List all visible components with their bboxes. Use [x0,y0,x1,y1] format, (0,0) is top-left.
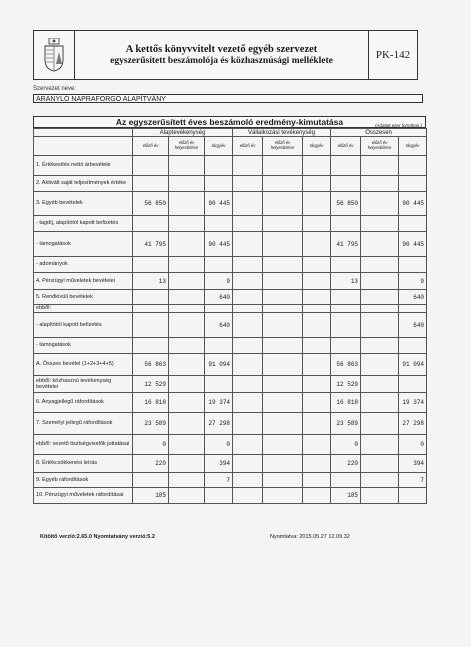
value-cell: 9 [205,273,233,290]
value-cell [263,413,303,435]
value-cell [169,455,205,473]
value-cell [169,338,205,354]
value-cell [263,290,303,305]
value-cell [133,257,169,273]
table-row [34,455,427,473]
value-cell [233,393,263,413]
table-row [34,435,427,455]
value-cell [331,305,361,313]
value-cell [331,473,361,488]
value-cell [169,273,205,290]
income-statement-table [33,128,427,504]
value-cell [399,156,427,176]
value-cell [399,338,427,354]
value-cell [233,313,263,338]
value-cell [205,338,233,354]
group-header: Összesen [331,129,427,137]
column-header: tárgyév [303,137,331,156]
value-cell [205,376,233,393]
value-cell: 640 [205,290,233,305]
value-cell [361,435,399,455]
hungarian-coat-of-arms-icon [34,31,75,79]
value-cell [303,393,331,413]
group-header-row [34,129,427,137]
value-cell [133,313,169,338]
table-row [34,413,427,435]
value-cell [205,156,233,176]
group-header: Alaptevékenység [133,129,233,137]
table-row [34,232,427,257]
value-cell [331,216,361,232]
row-label: - támogatások [34,232,133,257]
value-cell [263,393,303,413]
value-cell [303,376,331,393]
value-cell [303,257,331,273]
table-row [34,257,427,273]
value-cell [263,176,303,192]
value-cell [205,176,233,192]
value-cell [169,305,205,313]
value-cell: 13 [331,273,361,290]
value-cell [263,435,303,455]
row-label: - támogatások [34,338,133,354]
value-cell: 220 [331,455,361,473]
value-cell [233,455,263,473]
row-label: 8. Értékcsökkenési leírás [34,455,133,473]
column-header: előző év helyesbítése [263,137,303,156]
value-cell: 91 094 [205,354,233,376]
value-cell: 27 298 [205,413,233,435]
value-cell: 91 094 [399,354,427,376]
row-label: 7. Személyi jellegű ráfordítások [34,413,133,435]
value-cell: 23 589 [133,413,169,435]
value-cell [263,273,303,290]
value-cell [169,473,205,488]
value-cell [133,290,169,305]
value-cell [331,156,361,176]
value-cell [361,232,399,257]
value-cell [169,156,205,176]
form-code: PK-142 [375,49,411,61]
value-cell [263,338,303,354]
value-cell: 19 374 [205,393,233,413]
value-cell [169,257,205,273]
value-cell [233,216,263,232]
value-cell: 90 445 [399,232,427,257]
value-cell [303,273,331,290]
value-cell: 90 445 [399,192,427,216]
table-row [34,354,427,376]
value-cell [263,257,303,273]
value-cell [331,257,361,273]
value-cell [169,216,205,232]
value-cell: 220 [133,455,169,473]
value-cell [303,216,331,232]
value-cell [303,305,331,313]
value-cell [361,176,399,192]
value-cell [361,257,399,273]
value-cell [205,257,233,273]
report-title-text: Az egyszerűsített éves beszámoló eredmény-kimutatása [115,117,344,127]
value-cell [361,376,399,393]
column-header: előző év [331,137,361,156]
value-cell [303,176,331,192]
value-cell [263,216,303,232]
value-cell [263,232,303,257]
form-header [33,30,418,80]
value-cell [169,413,205,435]
value-cell [233,413,263,435]
value-cell: 185 [331,488,361,504]
value-cell: 16 818 [133,393,169,413]
value-cell: 56 850 [133,192,169,216]
subheader-row [34,137,427,156]
value-cell [233,354,263,376]
column-header: előző év [233,137,263,156]
unit-note: (Adatok ezer forintban.) [374,123,422,128]
row-label: 1. Értékesítés nettó árbevétele [34,156,133,176]
column-header: tárgyév [399,137,427,156]
value-cell [361,156,399,176]
value-cell: 640 [205,313,233,338]
report-title [33,116,426,128]
table-row [34,473,427,488]
value-cell: 23 589 [331,413,361,435]
value-cell [331,313,361,338]
value-cell [169,435,205,455]
table-row [34,376,427,393]
column-header: előző év helyesbítése [361,137,399,156]
value-cell [361,313,399,338]
value-cell [361,273,399,290]
table-row [34,313,427,338]
value-cell [133,473,169,488]
value-cell [233,376,263,393]
value-cell [303,455,331,473]
value-cell [233,232,263,257]
table-row [34,393,427,413]
row-label: 6. Anyagjellegű ráfordítások [34,393,133,413]
value-cell: 394 [205,455,233,473]
value-cell [233,192,263,216]
value-cell: 90 445 [205,232,233,257]
value-cell [263,156,303,176]
value-cell [399,305,427,313]
value-cell [169,393,205,413]
value-cell: 0 [133,435,169,455]
value-cell: 56 863 [133,354,169,376]
value-cell: 41 795 [133,232,169,257]
table-row [34,216,427,232]
value-cell [169,488,205,504]
row-label: 5. Rendkívüli bevételek [34,290,133,305]
row-label: 10. Pénzügyi műveletek ráfordításai [34,488,133,504]
value-cell [399,257,427,273]
value-cell [263,192,303,216]
table-row [34,273,427,290]
value-cell [361,393,399,413]
value-cell [263,455,303,473]
row-label: 3. Egyéb bevételek [34,192,133,216]
value-cell [233,290,263,305]
value-cell [233,488,263,504]
value-cell: 16 818 [331,393,361,413]
value-cell [361,192,399,216]
value-cell [303,413,331,435]
value-cell [263,305,303,313]
organization-name: ARANYLÓ NAPRAFORGÓ ALAPÍTVÁNY [33,94,423,103]
value-cell [361,473,399,488]
value-cell [361,290,399,305]
table-row [34,156,427,176]
value-cell [361,305,399,313]
value-cell [303,192,331,216]
value-cell [169,376,205,393]
value-cell: 0 [331,435,361,455]
value-cell [233,338,263,354]
value-cell [205,216,233,232]
value-cell [169,290,205,305]
value-cell [169,354,205,376]
value-cell [361,216,399,232]
column-header: tárgyév [205,137,233,156]
value-cell: 12 529 [331,376,361,393]
value-cell [303,354,331,376]
value-cell [233,156,263,176]
form-title [75,31,369,79]
form-title-line2: egyszerűsített beszámolója és közhasznúsági melléklete [110,55,333,66]
value-cell: 41 795 [331,232,361,257]
value-cell [233,305,263,313]
value-cell: 0 [205,435,233,455]
value-cell [399,488,427,504]
row-label: ebből: vezető tisztségviselők juttatásai [34,435,133,455]
value-cell [133,305,169,313]
blank-corner [34,137,133,156]
value-cell [303,473,331,488]
row-label: 9. Egyéb ráfordítások [34,473,133,488]
value-cell [133,156,169,176]
value-cell [331,338,361,354]
value-cell [361,413,399,435]
value-cell [133,176,169,192]
value-cell [205,305,233,313]
value-cell [233,257,263,273]
value-cell: 394 [399,455,427,473]
organization-label: Szervezet neve: [33,86,77,92]
value-cell [399,376,427,393]
value-cell: 56 850 [331,192,361,216]
row-label: - alapítótól kapott befizetés [34,313,133,338]
value-cell [263,376,303,393]
table-row [34,338,427,354]
value-cell: 7 [399,473,427,488]
value-cell [331,290,361,305]
value-cell [133,216,169,232]
value-cell [361,354,399,376]
value-cell [233,273,263,290]
value-cell: 19 374 [399,393,427,413]
value-cell: 9 [399,273,427,290]
form-title-line1: A kettős könyvvitelt vezető egyéb szervezet [125,43,318,55]
value-cell [205,488,233,504]
value-cell [303,156,331,176]
value-cell: 0 [399,435,427,455]
value-cell: 27 298 [399,413,427,435]
value-cell [263,488,303,504]
row-label: 4. Pénzügyi műveletek bevételei [34,273,133,290]
value-cell: 7 [205,473,233,488]
table-row [34,488,427,504]
column-header: előző év helyesbítése [169,137,205,156]
value-cell [303,290,331,305]
value-cell: 56 863 [331,354,361,376]
value-cell [169,176,205,192]
value-cell [169,313,205,338]
value-cell: 185 [133,488,169,504]
version-info: Kitöltő verzió:2.65.0 Nyomtatvány verzió:5.2 [40,534,155,540]
table-row [34,290,427,305]
row-label: ebből: közhasznú tevékenység bevételei [34,376,133,393]
value-cell: 13 [133,273,169,290]
row-label: 2. Aktivált saját teljesítmények értéke [34,176,133,192]
value-cell [331,176,361,192]
value-cell [361,455,399,473]
row-label: - tagdíj, alapítótól kapott befizetés [34,216,133,232]
value-cell [361,338,399,354]
value-cell [263,313,303,338]
table-row [34,305,427,313]
row-label: A. Összes bevétel (1+2+3+4+5) [34,354,133,376]
value-cell [233,473,263,488]
value-cell [361,488,399,504]
value-cell [303,488,331,504]
value-cell [399,176,427,192]
value-cell [133,338,169,354]
value-cell: 640 [399,313,427,338]
value-cell [233,435,263,455]
value-cell [303,435,331,455]
value-cell [169,232,205,257]
value-cell: 640 [399,290,427,305]
value-cell [233,176,263,192]
value-cell: 90 445 [205,192,233,216]
value-cell [399,216,427,232]
table-row [34,192,427,216]
value-cell [263,473,303,488]
table-row [34,176,427,192]
table-body [34,156,427,504]
column-header: előző év [133,137,169,156]
value-cell [303,313,331,338]
group-header: Vállalkozási tevékenység [233,129,331,137]
print-timestamp: Nyomtatva: 2015.05.27 12.09.32 [270,534,350,540]
row-label: ebből: [34,305,133,313]
row-label: - adományok [34,257,133,273]
value-cell [303,338,331,354]
blank-corner [34,129,133,137]
value-cell [303,232,331,257]
value-cell: 12 529 [133,376,169,393]
value-cell [263,354,303,376]
value-cell [169,192,205,216]
